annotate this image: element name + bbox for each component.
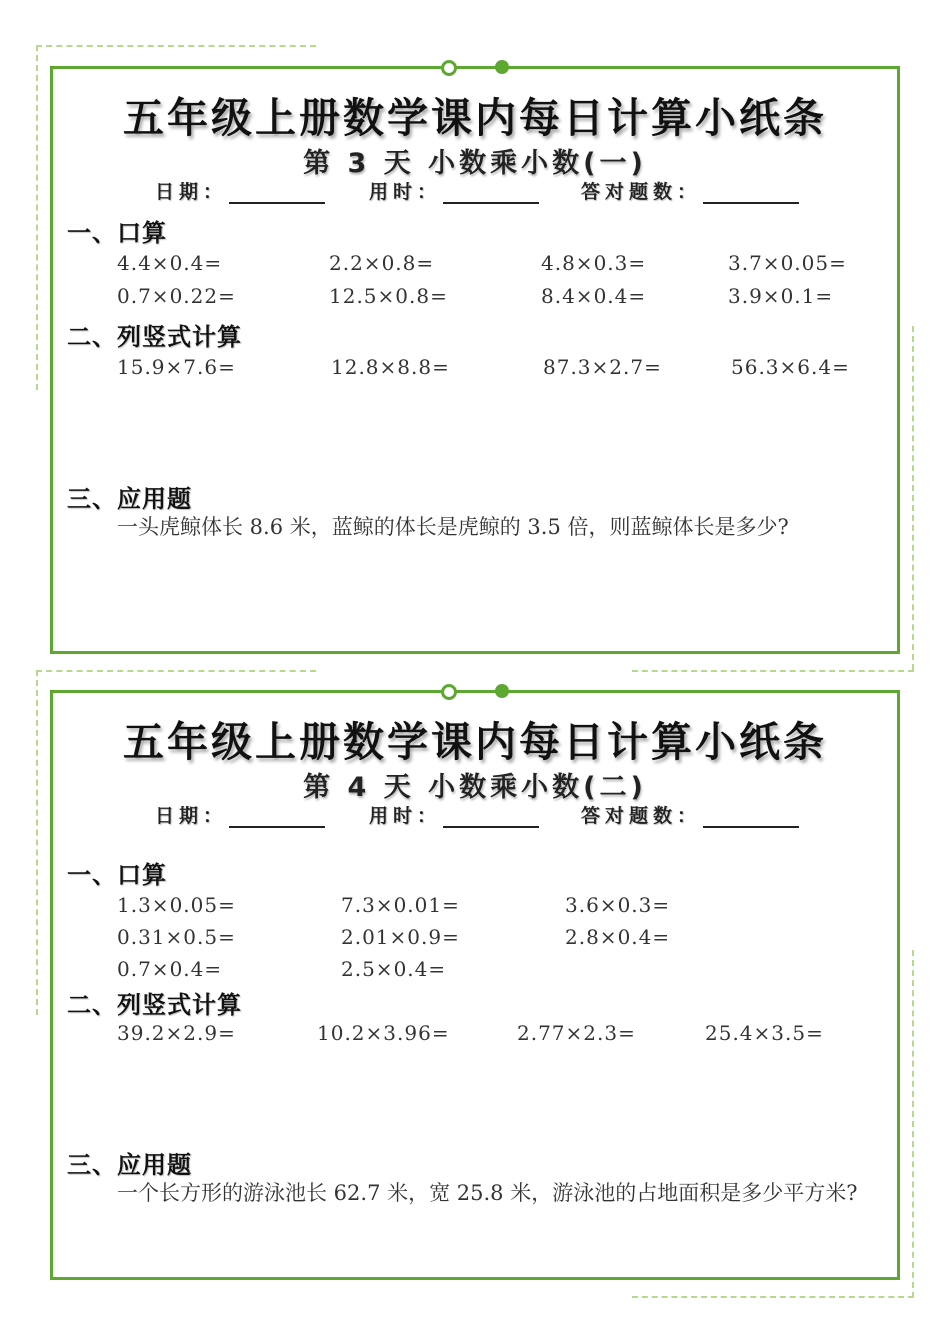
decor-dash-top-1	[36, 45, 316, 47]
vertical-item: 39.2×2.9=	[117, 1021, 236, 1045]
oral-item: 2.5×0.4=	[341, 957, 447, 981]
correct-count-label: 答对题数：	[581, 805, 702, 827]
time-label: 用时：	[369, 181, 442, 203]
section-vertical-heading: 二、列竖式计算	[67, 323, 242, 351]
time-blank[interactable]	[443, 804, 539, 828]
decor-dash-right-1	[912, 326, 914, 670]
oral-item: 3.9×0.1=	[728, 284, 834, 308]
decor-dash-bottom-2	[632, 1296, 914, 1298]
dot-icon	[495, 684, 509, 698]
vertical-item: 10.2×3.96=	[317, 1021, 450, 1045]
time-label: 用时：	[369, 805, 442, 827]
oral-item: 2.01×0.9=	[341, 925, 460, 949]
card-title: 五年级上册数学课内每日计算小纸条	[123, 94, 827, 142]
section-oral-heading: 一、口算	[67, 219, 167, 247]
date-field	[155, 177, 325, 204]
correct-count-blank[interactable]	[703, 180, 799, 204]
date-label: 日期：	[155, 181, 228, 203]
decor-dash-mid-left	[36, 670, 316, 672]
oral-item: 1.3×0.05=	[117, 893, 236, 917]
oral-item: 2.8×0.4=	[565, 925, 671, 949]
dot-icon	[495, 60, 509, 74]
worksheet-card-day4	[50, 690, 900, 1280]
section-application-heading: 三、应用题	[67, 485, 192, 513]
date-label: 日期：	[155, 805, 228, 827]
date-blank[interactable]	[229, 804, 325, 828]
decor-dash-right-2	[912, 950, 914, 1298]
worksheet-card-day3	[50, 66, 900, 654]
ring-icon	[441, 60, 457, 76]
time-field	[369, 801, 539, 828]
vertical-item: 56.3×6.4=	[731, 355, 850, 379]
card-subtitle: 第 4 天 小数乘小数(二)	[303, 772, 647, 803]
oral-item: 4.4×0.4=	[117, 251, 223, 275]
decor-dash-mid-right	[632, 670, 914, 672]
time-field	[369, 177, 539, 204]
oral-item: 12.5×0.8=	[329, 284, 448, 308]
card-title: 五年级上册数学课内每日计算小纸条	[123, 718, 827, 766]
correct-count-label: 答对题数：	[581, 181, 702, 203]
oral-item: 3.7×0.05=	[728, 251, 847, 275]
decor-dash-left-2	[36, 670, 38, 1015]
oral-item: 0.7×0.22=	[117, 284, 236, 308]
correct-count-field	[581, 801, 799, 828]
section-oral-heading: 一、口算	[67, 861, 167, 889]
vertical-item: 87.3×2.7=	[543, 355, 662, 379]
oral-item: 4.8×0.3=	[541, 251, 647, 275]
oral-item: 2.2×0.8=	[329, 251, 435, 275]
correct-count-blank[interactable]	[703, 804, 799, 828]
decor-dash-left-1	[36, 45, 38, 390]
application-problem: 一头虎鲸体长 8.6 米，蓝鲸的体长是虎鲸的 3.5 倍，则蓝鲸体长是多少?	[117, 515, 789, 539]
date-field	[155, 801, 325, 828]
correct-count-field	[581, 177, 799, 204]
section-application-heading: 三、应用题	[67, 1151, 192, 1179]
oral-item: 0.7×0.4=	[117, 957, 223, 981]
time-blank[interactable]	[443, 180, 539, 204]
card-subtitle: 第 3 天 小数乘小数(一)	[303, 148, 647, 179]
ring-icon	[441, 684, 457, 700]
date-blank[interactable]	[229, 180, 325, 204]
oral-item: 0.31×0.5=	[117, 925, 236, 949]
vertical-item: 2.77×2.3=	[517, 1021, 636, 1045]
vertical-item: 15.9×7.6=	[117, 355, 236, 379]
oral-item: 8.4×0.4=	[541, 284, 647, 308]
application-problem: 一个长方形的游泳池长 62.7 米，宽 25.8 米，游泳池的占地面积是多少平方米?	[117, 1181, 858, 1205]
vertical-item: 12.8×8.8=	[331, 355, 450, 379]
oral-item: 3.6×0.3=	[565, 893, 671, 917]
oral-item: 7.3×0.01=	[341, 893, 460, 917]
vertical-item: 25.4×3.5=	[705, 1021, 824, 1045]
section-vertical-heading: 二、列竖式计算	[67, 991, 242, 1019]
